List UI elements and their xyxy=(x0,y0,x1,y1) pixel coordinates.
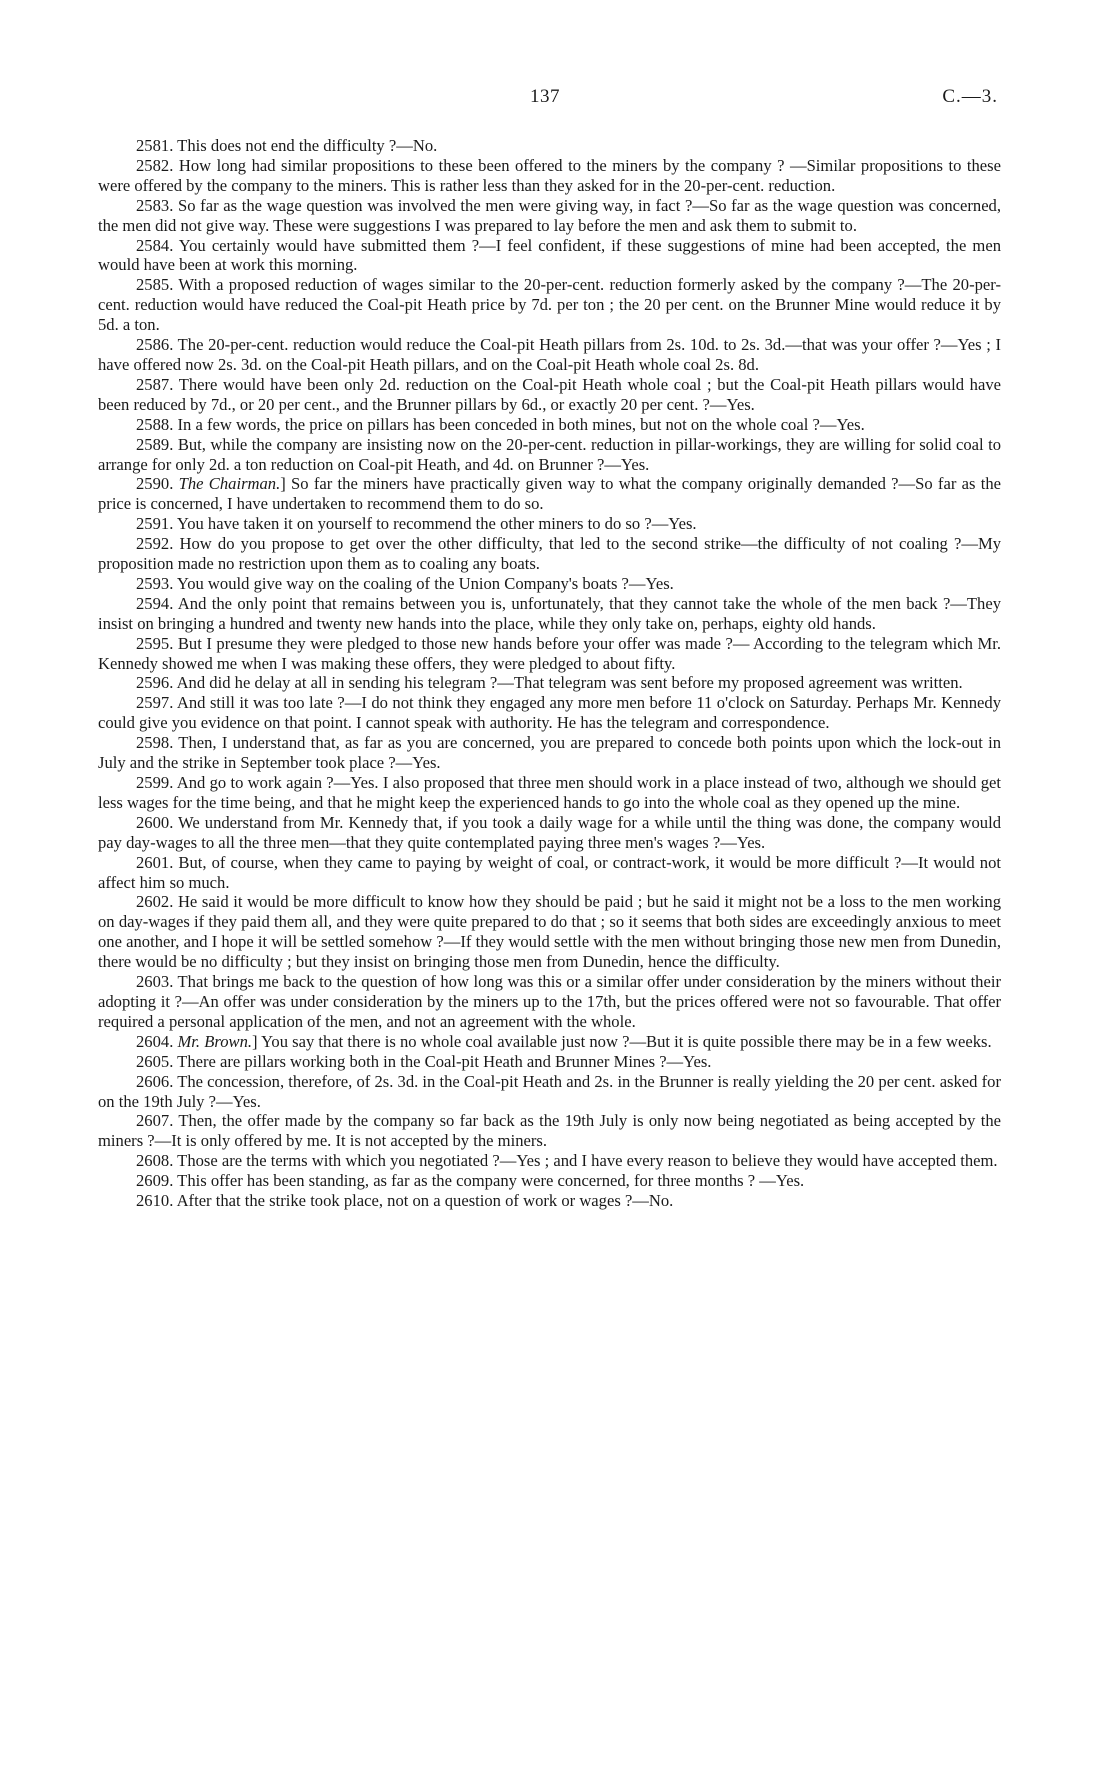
evidence-paragraph xyxy=(98,196,1001,236)
paragraph-text: 2581. This does not end the difficulty ?—No. xyxy=(136,136,438,155)
evidence-paragraph xyxy=(98,1171,1001,1191)
evidence-paragraph xyxy=(98,534,1001,574)
evidence-paragraph xyxy=(98,853,1001,893)
evidence-paragraph xyxy=(98,415,1001,435)
evidence-paragraph xyxy=(98,1052,1001,1072)
evidence-paragraph xyxy=(98,514,1001,534)
page-number: 137 xyxy=(530,86,560,107)
paragraph-text: 2606. The concession, therefore, of 2s. 3d. in the Coal-pit Heath and 2s. in the Brunner is really yielding the 20 per cent. asked for on the 19th July ?—Yes. xyxy=(98,1071,1001,1111)
paragraph-text: 2598. Then, I understand that, as far as you are concerned, you are prepared to concede both points upon which the lock-out in July and the strike in September took place ?—Yes. xyxy=(98,733,1001,773)
paragraph-text: 2600. We understand from Mr. Kennedy that, if you took a daily wage for a while until the thing was done, the company would pay day-wages to all the three men—that they quite contemplated paying three men's wages ?—Yes. xyxy=(98,812,1001,852)
paragraph-text: 2602. He said it would be more difficult to know how they should be paid ; but he said it might not be a loss to the men working on day-wages if they paid them all, and they were quite prepared to do that ; so it seems that both sides are exceedingly anxious to meet one another, and I hope it will be settled somehow ?—If they would settle with the men without bringing those new men from Dunedin, there would be no difficulty ; but they insist on bringing those men from Dunedin, hence the difficulty. xyxy=(98,892,1001,972)
paragraph-text: 2603. That brings me back to the question of how long was this or a similar offer under consideration by the miners without their adopting it ?—An offer was under consideration by the miners up to the 17th, but the prices offered were not so favourable. That offer required a personal application of the men, and not an agreement with the whole. xyxy=(98,972,1001,1031)
evidence-paragraph xyxy=(98,1072,1001,1112)
paragraph-text: 2588. In a few words, the price on pillars has been conceded in both mines, but not on the whole coal ?—Yes. xyxy=(136,414,865,434)
evidence-body xyxy=(98,136,1001,1211)
evidence-paragraph xyxy=(98,1111,1001,1151)
evidence-paragraph xyxy=(98,1032,1001,1052)
page-header xyxy=(98,86,998,116)
evidence-paragraph xyxy=(98,136,1001,156)
evidence-paragraph xyxy=(98,435,1001,475)
evidence-paragraph xyxy=(98,156,1001,196)
evidence-paragraph xyxy=(98,474,1001,514)
evidence-paragraph xyxy=(98,574,1001,594)
evidence-paragraph xyxy=(98,375,1001,415)
paragraph-text: 2586. The 20-per-cent. reduction would reduce the Coal-pit Heath pillars from 2s. 10d. to 2s. 3d.—that was your offer ?—Yes ; I have offered now 2s. 3d. on the Coal-pit Heath pillars, and on the Coal-pit Heath whole coal 2s. 8d. xyxy=(98,335,1001,374)
paragraph-text: 2591. You have taken it on yourself to recommend the other miners to do so ?—Yes. xyxy=(136,514,697,534)
question-number: 2604. xyxy=(136,1031,178,1051)
paragraph-text: 2596. And did he delay at all in sending his telegram ?—That telegram was sent before my proposed agreement was written. xyxy=(136,673,963,693)
paragraph-text: 2595. But I presume they were pledged to those new hands before your offer was made ?— According to the telegram which Mr. Kennedy showed me when I was making these offers, they were pledged to about fifty. xyxy=(98,633,1001,673)
paragraph-text: 2592. How do you propose to get over the other difficulty, that led to the second strike—the difficulty of not coaling ?—My proposition made no restriction upon them as to coaling any boats. xyxy=(98,534,1001,574)
paragraph-text: 2582. How long had similar propositions to these been offered to the miners by the company ? —Similar propositions to these were offered by the company to the miners. This is rather less than they asked for in the 20-per-cent. reduction. xyxy=(98,155,1001,195)
evidence-paragraph xyxy=(98,634,1001,674)
evidence-paragraph xyxy=(98,972,1001,1032)
paragraph-text: 2608. Those are the terms with which you negotiated ?—Yes ; and I have every reason to believe they would have accepted them. xyxy=(136,1151,998,1171)
evidence-paragraph xyxy=(98,673,1001,693)
paragraph-text: 2585. With a proposed reduction of wages similar to the 20-per-cent. reduction formerly asked by the company ?—The 20-per-cent. reduction would have reduced the Coal-pit Heath price by 7d. per ton ; the 20 per cent. on the Brunner Mine would reduce it by 5d. a ton. xyxy=(98,275,1001,335)
paragraph-text: ] You say that there is no whole coal available just now ?—But it is quite possible there may be in a few weeks. xyxy=(252,1031,992,1051)
evidence-paragraph xyxy=(98,693,1001,733)
paragraph-text: 2609. This offer has been standing, as far as the company were concerned, for three months ? —Yes. xyxy=(136,1171,805,1191)
speaker-name: Mr. Brown. xyxy=(177,1031,253,1051)
evidence-paragraph xyxy=(98,892,1001,972)
evidence-paragraph xyxy=(98,773,1001,813)
evidence-paragraph xyxy=(98,335,1001,375)
evidence-paragraph xyxy=(98,594,1001,634)
paragraph-text: 2601. But, of course, when they came to paying by weight of coal, or contract-work, it would be more difficult ?—It would not affect him so much. xyxy=(98,852,1001,892)
speaker-name: The Chairman. xyxy=(178,474,281,494)
paragraph-text: 2594. And the only point that remains between you is, unfortunately, that they cannot take the whole of the men back ?—They insist on bringing a hundred and twenty new hands into the place, while they only take on, perhaps, eighty old hands. xyxy=(98,593,1001,633)
paragraph-text: 2589. But, while the company are insisting now on the 20-per-cent. reduction in pillar-workings, they are willing for solid coal to arrange for only 2d. a ton reduction on Coal-pit Heath, and 4d. on Brunner ?—Yes. xyxy=(98,434,1001,474)
paragraph-text: 2607. Then, the offer made by the company so far back as the 19th July is only now being negotiated as being accepted by the miners ?—It is only offered by me. It is not accepted by the miners. xyxy=(98,1111,1001,1151)
question-number: 2590. xyxy=(136,474,179,494)
paragraph-text: 2610. After that the strike took place, not on a question of work or wages ?—No. xyxy=(136,1191,674,1211)
evidence-paragraph xyxy=(98,1151,1001,1171)
evidence-paragraph xyxy=(98,733,1001,773)
evidence-paragraph xyxy=(98,813,1001,853)
document-code: C.—3. xyxy=(942,86,998,107)
evidence-paragraph xyxy=(98,1191,1001,1211)
paragraph-text: 2599. And go to work again ?—Yes. I also proposed that three men should work in a place instead of two, although we should get less wages for the time being, and that he might keep the experienced hands to go into the whole coal as they opened up the mine. xyxy=(98,773,1001,812)
paragraph-text: 2593. You would give way on the coaling of the Union Company's boats ?—Yes. xyxy=(136,573,674,593)
evidence-paragraph xyxy=(98,275,1001,335)
paragraph-text: ] So far the miners have practically given way to what the company originally demanded ?—So far as the price is concerned, I have undertaken to recommend them to do so. xyxy=(98,474,1001,514)
paragraph-text: 2605. There are pillars working both in the Coal-pit Heath and Brunner Mines ?—Yes. xyxy=(136,1051,712,1071)
evidence-paragraph xyxy=(98,236,1001,276)
paragraph-text: 2584. You certainly would have submitted them ?—I feel confident, if these suggestions of mine had been accepted, the men would have been at work this morning. xyxy=(98,235,1001,275)
paragraph-text: 2587. There would have been only 2d. reduction on the Coal-pit Heath whole coal ; but the Coal-pit Heath pillars would have been reduced by 7d., or 20 per cent., and the Brunner pillars by 6d., or exactly 20 per cent. ?—Yes. xyxy=(98,374,1001,414)
paragraph-text: 2583. So far as the wage question was involved the men were giving way, in fact ?—So far as the wage question was concerned, the men did not give way. These were suggestions I was prepared to lay before the men and ask them to submit to. xyxy=(98,195,1001,235)
paragraph-text: 2597. And still it was too late ?—I do not think they engaged any more men before 11 o'clock on Saturday. Perhaps Mr. Kennedy could give you evidence on that point. I cannot speak with authority. He has the telegram and correspondence. xyxy=(98,693,1001,733)
